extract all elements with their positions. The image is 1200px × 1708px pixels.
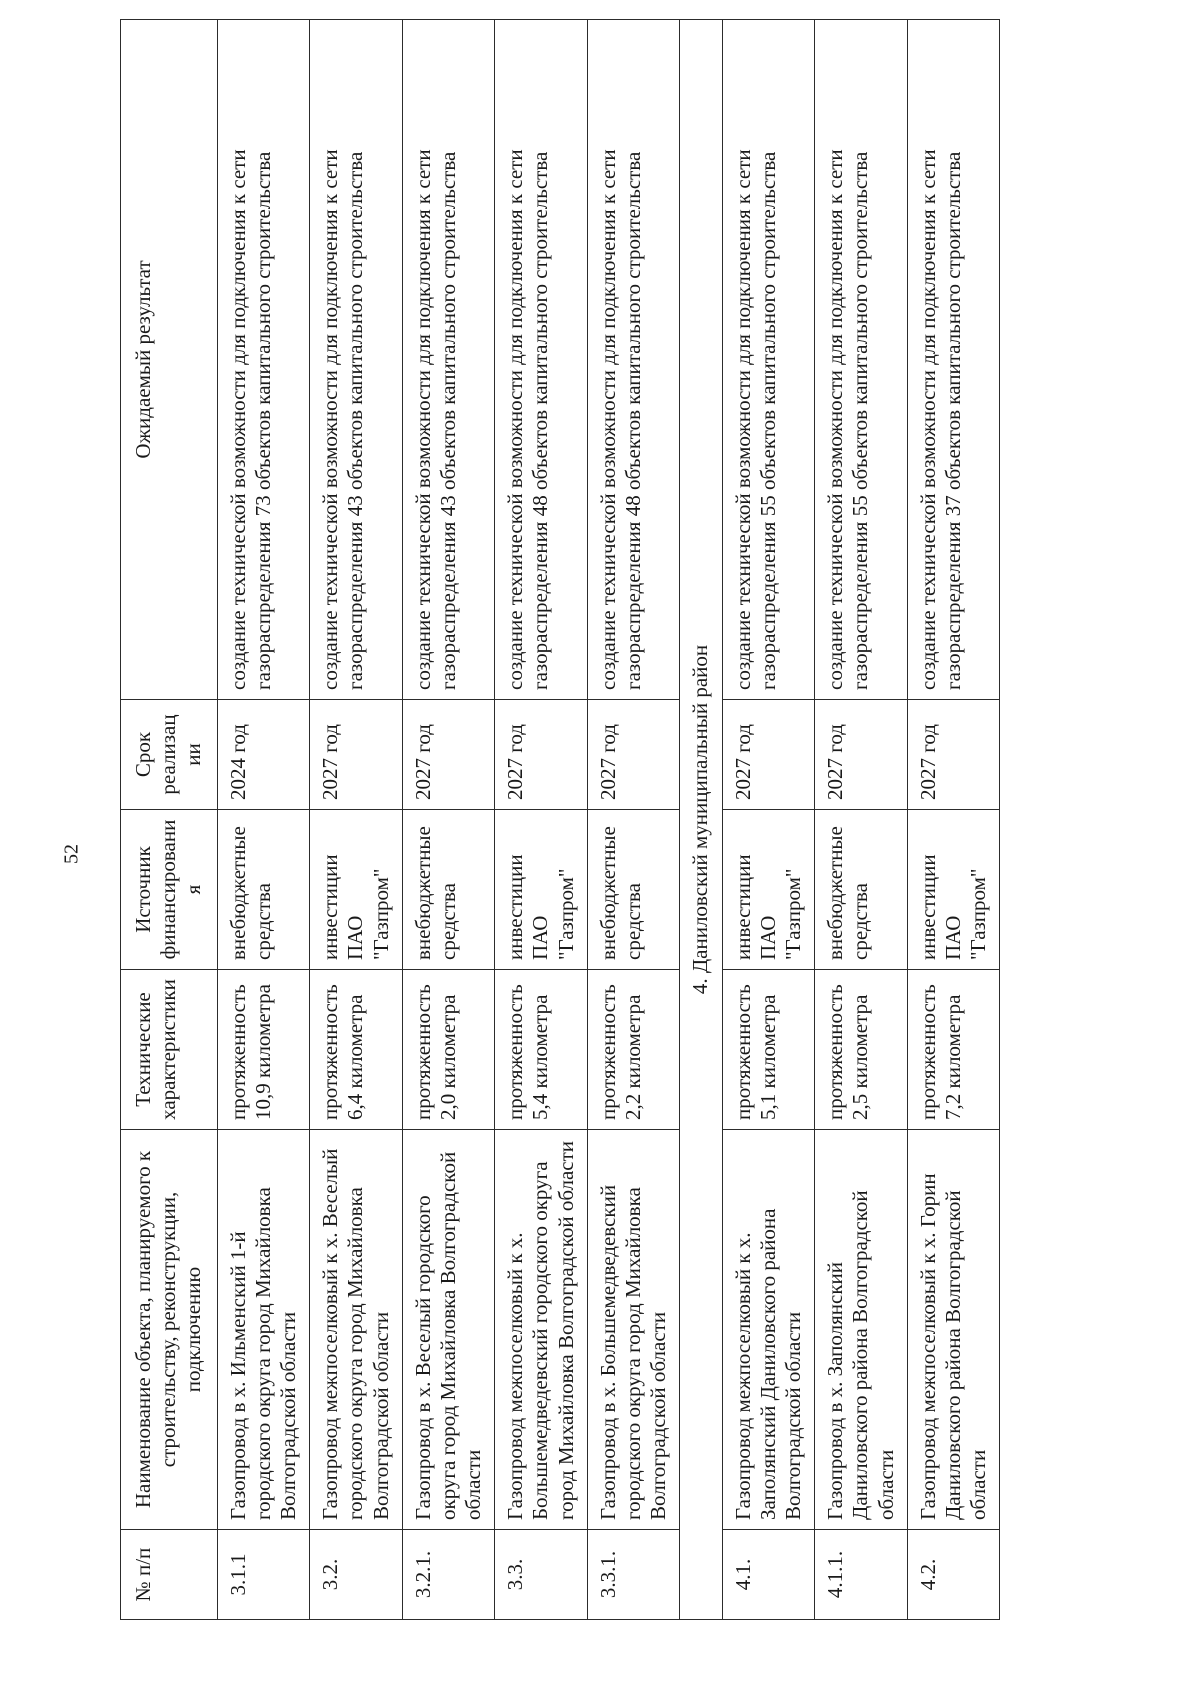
header-number: № п/п [121, 1530, 218, 1620]
cell-term: 2027 год [310, 700, 403, 810]
table-row [722, 20, 815, 1620]
section-title: 4. Даниловский муниципальный район [680, 20, 722, 1620]
cell-term: 2027 год [907, 700, 1000, 810]
header-term: Срок реализации [121, 700, 218, 810]
header-expected-result: Ожидаемый результат [121, 20, 218, 700]
cell-expected-result: создание технической возможности для подключения к сети газораспределения 73 объектов капитального строительства [217, 20, 310, 700]
cell-term: 2027 год [587, 700, 680, 810]
cell-funding-source: внебюджетные средства [402, 810, 495, 970]
cell-tech-specs: протяженность 7,2 километра [907, 970, 1000, 1130]
cell-expected-result: создание технической возможности для подключения к сети газораспределения 43 объектов капитального строительства [310, 20, 403, 700]
header-object-name: Наименование объекта, планируемого к строительству, реконструкции, подключению [121, 1130, 218, 1530]
cell-term: 2024 год [217, 700, 310, 810]
cell-term: 2027 год [402, 700, 495, 810]
table-row [402, 20, 495, 1620]
table-body-group1 [217, 20, 1000, 1620]
cell-number: 3.3.1. [587, 1530, 680, 1620]
cell-tech-specs: протяженность 5,4 километра [495, 970, 588, 1130]
projects-table [120, 19, 1000, 1620]
cell-expected-result: создание технической возможности для подключения к сети газораспределения 48 объектов капитального строительства [495, 20, 588, 700]
cell-object-name: Газопровод в х. Ильменский 1-й городского округа город Михайловка Волгоградской области [217, 1130, 310, 1530]
cell-expected-result: создание технической возможности для подключения к сети газораспределения 43 объектов капитального строительства [402, 20, 495, 700]
cell-number: 4.2. [907, 1530, 1000, 1620]
table-row [815, 20, 908, 1620]
cell-funding-source: инвестиции ПАО "Газпром" [495, 810, 588, 970]
cell-funding-source: внебюджетные средства [587, 810, 680, 970]
section-row [680, 20, 722, 1620]
cell-number: 3.2.1. [402, 1530, 495, 1620]
cell-tech-specs: протяженность 2,0 километра [402, 970, 495, 1130]
cell-number: 3.2. [310, 1530, 403, 1620]
cell-object-name: Газопровод межпоселковый к х. Веселый городского округа город Михайловка Волгоградской области [310, 1130, 403, 1530]
cell-number: 3.1.1 [217, 1530, 310, 1620]
cell-tech-specs: протяженность 5,1 километра [722, 970, 815, 1130]
header-tech-specs: Технические характеристики [121, 970, 218, 1130]
header-funding-source: Источник финансирования [121, 810, 218, 970]
page-number: 52 [60, 844, 83, 864]
cell-expected-result: создание технической возможности для подключения к сети газораспределения 48 объектов капитального строительства [587, 20, 680, 700]
cell-term: 2027 год [722, 700, 815, 810]
cell-funding-source: инвестиции ПАО "Газпром" [907, 810, 1000, 970]
cell-object-name: Газопровод в х. Заполянский Даниловского района Волгоградской области [815, 1130, 908, 1530]
cell-number: 4.1. [722, 1530, 815, 1620]
cell-object-name: Газопровод в х. Веселый городского округа город Михайловка Волгоградской области [402, 1130, 495, 1530]
cell-tech-specs: протяженность 2,2 километра [587, 970, 680, 1130]
table-row [495, 20, 588, 1620]
cell-term: 2027 год [815, 700, 908, 810]
cell-object-name: Газопровод в х. Большемедведевский городского округа город Михайловка Волгоградской области [587, 1130, 680, 1530]
cell-term: 2027 год [495, 700, 588, 810]
table-header-row [121, 20, 218, 1620]
cell-tech-specs: протяженность 6,4 километра [310, 970, 403, 1130]
table-row [907, 20, 1000, 1620]
cell-object-name: Газопровод межпоселковый к х. Горин Даниловского района Волгоградской области [907, 1130, 1000, 1530]
table-row [310, 20, 403, 1620]
cell-expected-result: создание технической возможности для подключения к сети газораспределения 37 объектов капитального строительства [907, 20, 1000, 700]
table-row [217, 20, 310, 1620]
cell-funding-source: инвестиции ПАО "Газпром" [722, 810, 815, 970]
cell-number: 3.3. [495, 1530, 588, 1620]
rotated-table-container [120, 20, 1120, 1620]
cell-funding-source: внебюджетные средства [815, 810, 908, 970]
cell-object-name: Газопровод межпоселковый к х. Большемедведевский городского округа город Михайловка Волгоградской области [495, 1130, 588, 1530]
cell-expected-result: создание технической возможности для подключения к сети газораспределения 55 объектов капитального строительства [815, 20, 908, 700]
cell-expected-result: создание технической возможности для подключения к сети газораспределения 55 объектов капитального строительства [722, 20, 815, 700]
cell-object-name: Газопровод межпоселковый к х. Заполянский Даниловского района Волгоградской области [722, 1130, 815, 1530]
cell-funding-source: внебюджетные средства [217, 810, 310, 970]
cell-tech-specs: протяженность 2,5 километра [815, 970, 908, 1130]
table-row [587, 20, 680, 1620]
cell-tech-specs: протяженность 10,9 километра [217, 970, 310, 1130]
cell-funding-source: инвестиции ПАО "Газпром" [310, 810, 403, 970]
cell-number: 4.1.1. [815, 1530, 908, 1620]
